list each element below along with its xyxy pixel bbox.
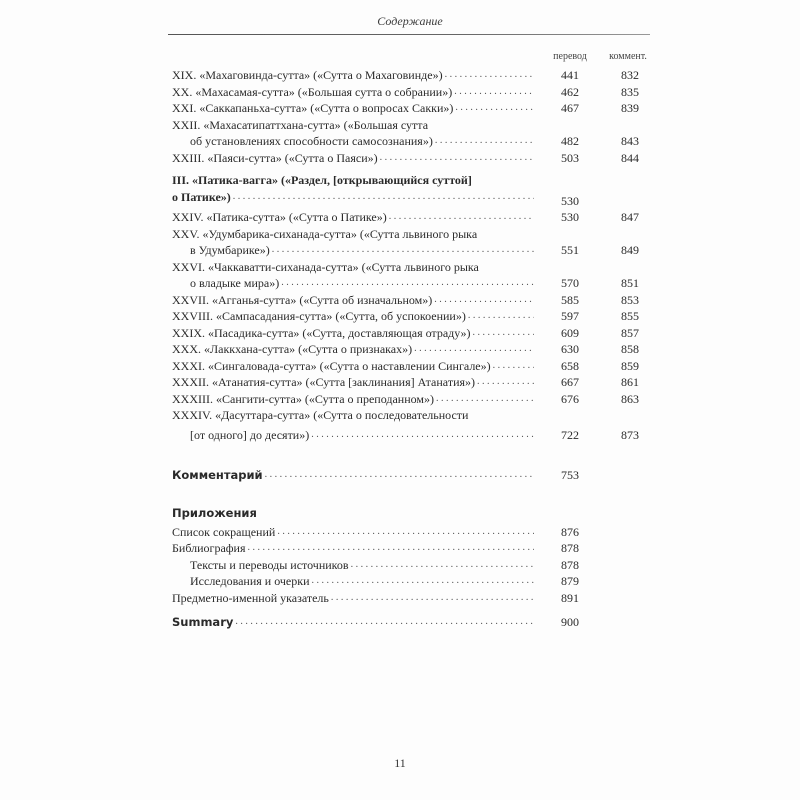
translation-page: 551 xyxy=(561,243,579,257)
translation-page: 630 xyxy=(561,342,579,356)
translation-page: 530 xyxy=(561,210,579,224)
commentary-page: 843 xyxy=(621,134,639,148)
translation-page: 530 xyxy=(561,193,579,208)
translation-page: 585 xyxy=(561,292,579,307)
leader-dots xyxy=(233,189,534,206)
column-headers xyxy=(172,45,652,67)
entry-title: XX. «Махасамая-сутта» («Большая сутта о собрании») xyxy=(172,84,453,99)
toc-entry[interactable] xyxy=(172,407,652,443)
commentary-page: 873 xyxy=(621,427,639,442)
column-header-translation: перевод xyxy=(553,51,587,62)
toc-entry[interactable] xyxy=(172,226,652,259)
entry-title-line2: [от одного] до десяти») xyxy=(190,427,310,442)
commentary-page: 849 xyxy=(621,243,639,257)
page-number: 891 xyxy=(561,590,579,605)
entry-title-line1: XXVI. «Чаккаватти-сиханада-сутта» («Сутта львиного рыка xyxy=(172,259,479,274)
toc-entry[interactable] xyxy=(172,67,652,84)
toc-entry-appendix[interactable] xyxy=(172,540,652,557)
toc-entry-summary[interactable] xyxy=(172,614,652,631)
leader-dots xyxy=(351,557,534,574)
translation-page: 609 xyxy=(561,325,579,340)
commentary-page: 832 xyxy=(621,68,639,82)
entry-title-line1: XXII. «Махасатипаттхана-сутта» («Большая сутта xyxy=(172,117,429,132)
entry-title-line2: об установлениях способности самосознания») xyxy=(190,134,433,148)
page-number: 879 xyxy=(561,574,579,588)
entry-title: Предметно-именной указатель xyxy=(172,590,329,605)
toc-entry[interactable] xyxy=(172,100,652,117)
translation-page: 676 xyxy=(561,391,579,406)
leader-dots xyxy=(493,358,534,375)
translation-page: 658 xyxy=(561,358,579,373)
page-number: 878 xyxy=(561,541,579,555)
commentary-title: Комментарий xyxy=(172,468,263,482)
entry-title: XXXIII. «Сангити-сутта» («Сутта о преподанном») xyxy=(172,391,434,406)
toc-entry-appendix-sub[interactable] xyxy=(172,573,652,590)
translation-page: 503 xyxy=(561,150,579,165)
appendices-heading: Приложения xyxy=(172,505,257,520)
toc-entry-appendix[interactable] xyxy=(172,590,652,607)
leader-dots xyxy=(414,341,534,358)
entry-title: XXXI. «Сингаловада-сутта» («Сутта о наставлении Сингале») xyxy=(172,358,491,373)
toc-entry[interactable] xyxy=(172,84,652,101)
leader-dots xyxy=(468,308,534,325)
table-of-contents xyxy=(172,45,652,631)
entry-title: Тексты и переводы источников xyxy=(190,557,349,572)
toc-entry[interactable] xyxy=(172,150,652,167)
leader-dots xyxy=(445,67,534,84)
toc-entry-appendix[interactable] xyxy=(172,524,652,541)
toc-entry[interactable] xyxy=(172,341,652,358)
toc-entry[interactable] xyxy=(172,117,652,150)
entry-title: XXX. «Лаккхана-сутта» («Сутта о признаках») xyxy=(172,342,413,356)
commentary-page: 853 xyxy=(621,292,639,307)
leader-dots xyxy=(434,292,534,309)
leader-dots xyxy=(455,100,534,117)
toc-entry[interactable] xyxy=(172,259,652,292)
entry-title: XXVIII. «Сампасадания-сутта» («Сутта, об успокоении») xyxy=(172,309,466,323)
leader-dots xyxy=(272,242,534,259)
entry-title: Исследования и очерки xyxy=(190,574,310,588)
translation-page: 462 xyxy=(561,84,579,99)
section-title-line1: III. «Патика-вагга» («Раздел, [открывающийся суттой] xyxy=(172,173,472,187)
commentary-page: 859 xyxy=(621,358,639,373)
commentary-page: 855 xyxy=(621,309,639,323)
toc-entry[interactable] xyxy=(172,391,652,408)
leader-dots xyxy=(454,84,534,101)
entry-title: XXVII. «Агганья-сутта» («Сутта об изначальном») xyxy=(172,292,433,307)
commentary-page: 839 xyxy=(621,101,639,115)
leader-dots xyxy=(312,573,534,590)
leader-dots xyxy=(331,590,534,607)
leader-dots xyxy=(235,614,534,631)
translation-page: 441 xyxy=(561,68,579,82)
leader-dots xyxy=(248,540,535,557)
page-number: 876 xyxy=(561,524,579,539)
commentary-page: 861 xyxy=(621,375,639,389)
entry-title: Список сокращений xyxy=(172,524,276,539)
translation-page: 667 xyxy=(561,375,579,389)
translation-page: 570 xyxy=(561,276,579,290)
leader-dots xyxy=(281,275,534,292)
entry-title: XXXII. «Атанатия-сутта» («Сутта [заклинания] Атанатия») xyxy=(172,375,475,389)
section-heading-iii[interactable] xyxy=(172,172,652,208)
entry-title-line2: о владыке мира») xyxy=(190,276,280,290)
entry-title: XXI. «Саккапаньха-сутта» («Сутта о вопросах Сакки») xyxy=(172,101,454,115)
column-header-commentary: коммент. xyxy=(609,51,647,62)
leader-dots xyxy=(265,467,534,484)
entry-title: XXIII. «Паяси-сутта» («Сутта о Паяси») xyxy=(172,150,378,165)
commentary-page: 851 xyxy=(621,276,639,290)
toc-entry[interactable] xyxy=(172,358,652,375)
toc-entry-appendix-sub[interactable] xyxy=(172,557,652,574)
toc-entry[interactable] xyxy=(172,209,652,226)
entry-title-line1: XXXIV. «Дасуттара-сутта» («Сутта о последовательности xyxy=(172,408,469,422)
leader-dots xyxy=(389,209,534,226)
page-number: 878 xyxy=(561,557,579,572)
toc-entry[interactable] xyxy=(172,308,652,325)
commentary-page: 863 xyxy=(621,391,639,406)
entry-title-line1: XXV. «Удумбарика-сиханада-сутта» («Сутта львиного рыка xyxy=(172,226,478,241)
commentary-page: 835 xyxy=(621,84,639,99)
commentary-page: 844 xyxy=(621,150,639,165)
translation-page: 722 xyxy=(561,427,579,442)
page-number: 900 xyxy=(561,615,579,629)
toc-entry[interactable] xyxy=(172,292,652,309)
section-title-line2: о Патике») xyxy=(172,189,231,204)
entry-title: XIX. «Махаговинда-сутта» («Сутта о Махаговинде») xyxy=(172,68,443,82)
translation-page: 467 xyxy=(561,101,579,115)
leader-dots xyxy=(477,374,534,391)
translation-page: 597 xyxy=(561,309,579,323)
toc-entry[interactable] xyxy=(172,374,652,391)
leader-dots xyxy=(380,150,534,167)
translation-page: 482 xyxy=(561,134,579,148)
leader-dots xyxy=(311,427,534,444)
entry-title: XXIV. «Патика-сутта» («Сутта о Патике») xyxy=(172,210,387,224)
toc-entry[interactable] xyxy=(172,325,652,342)
commentary-page: 858 xyxy=(621,342,639,356)
leader-dots xyxy=(435,133,534,150)
translation-page: 753 xyxy=(561,468,579,482)
commentary-page: 847 xyxy=(621,210,639,224)
commentary-page: 857 xyxy=(621,325,639,340)
leader-dots xyxy=(473,325,534,342)
entry-title: Библиография xyxy=(172,541,246,555)
header-rule xyxy=(168,34,650,35)
running-head: Содержание xyxy=(377,14,443,28)
leader-dots xyxy=(436,391,534,408)
folio-page-number: 11 xyxy=(394,756,406,770)
toc-entry-commentary[interactable] xyxy=(172,467,652,484)
entry-title: XXIX. «Пасадика-сутта» («Сутта, доставляющая отраду») xyxy=(172,325,471,340)
summary-title: Summary xyxy=(172,615,234,629)
leader-dots xyxy=(277,524,534,541)
entry-title-line2: в Удумбарике») xyxy=(190,243,270,257)
